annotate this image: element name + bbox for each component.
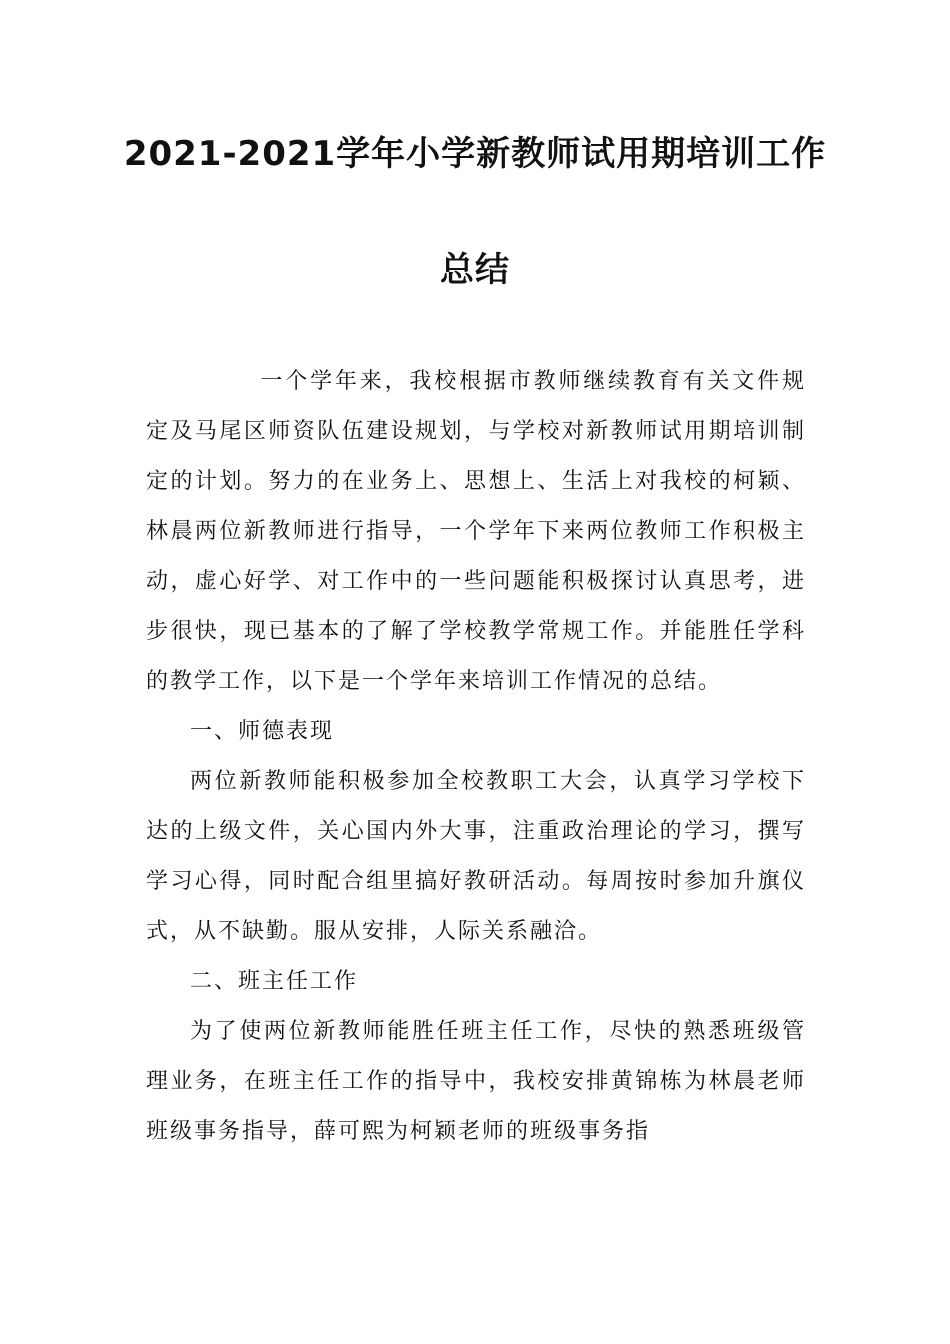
document-title-line-1: 2021-2021学年小学新教师试用期培训工作 xyxy=(123,134,827,174)
paragraph-class-teacher: 为了使两位新教师能胜任班主任工作，尽快的熟悉班级管理业务，在班主任工作的指导中，我校安排黄锦栋为林晨老师班级事务指导，薛可熙为柯颖老师的班级事务指 xyxy=(146,1019,806,1144)
section-heading-ethics: 一、师德表现 xyxy=(190,719,335,744)
section-heading-class-teacher: 二、班主任工作 xyxy=(190,969,359,994)
paragraph-ethics: 两位新教师能积极参加全校教职工大会，认真学习学校下达的上级文件，关心国内外大事，注重政治理论的学习，撰写学习心得，同时配合组里搞好教研活动。每周按时参加升旗仪式，从不缺勤。服从安排，人际关系融洽。 xyxy=(146,769,806,944)
document-title-line-2: 总结 xyxy=(440,250,510,290)
document-body xyxy=(146,357,806,1157)
paragraph-intro: 一个学年来，我校根据市教师继续教育有关文件规定及马尾区师资队伍建设规划，与学校对新教师试用期培训制定的计划。努力的在业务上、思想上、生活上对我校的柯颖、林晨两位新教师进行指导，一个学年下来两位教师工作积极主动，虚心好学、对工作中的一些问题能积极探讨认真思考，进步很快，现已基本的了解了学校教学常规工作。并能胜任学科的教学工作，以下是一个学年来培训工作情况的总结。 xyxy=(146,369,806,694)
